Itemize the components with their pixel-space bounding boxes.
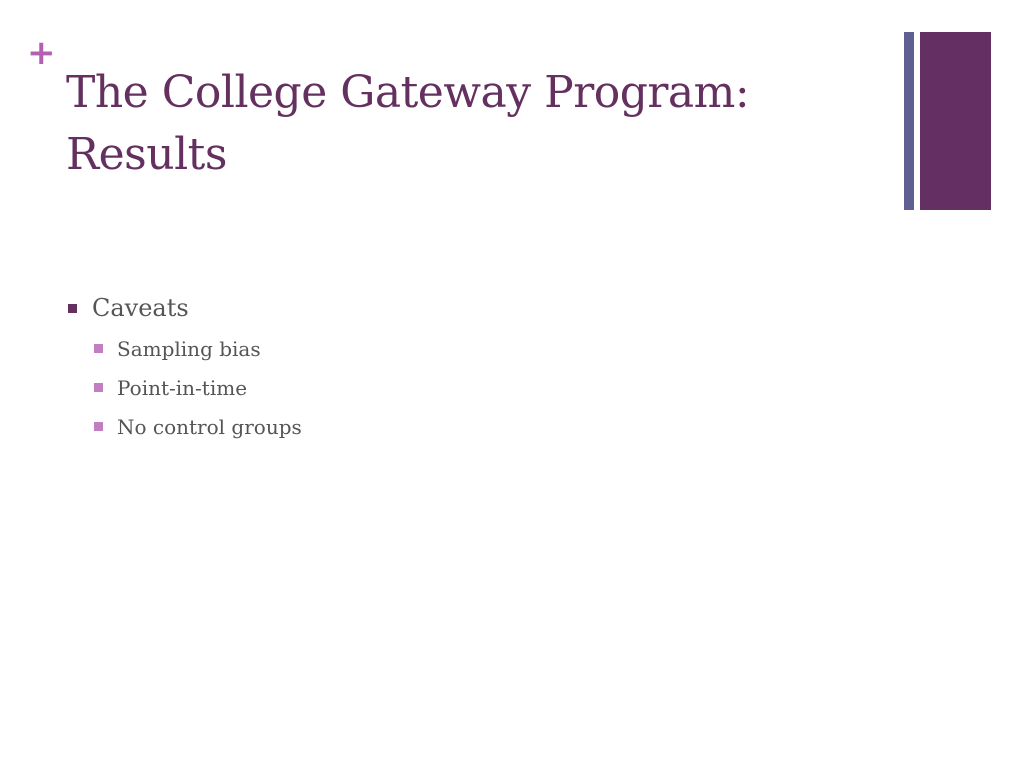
bullet-list [68, 290, 868, 446]
sub-bullet-list [68, 329, 868, 446]
square-bullet-icon [94, 383, 103, 392]
bullet-label: Caveats [92, 294, 189, 322]
square-bullet-icon [68, 304, 77, 313]
sub-bullet-item [68, 368, 868, 407]
accent-bar-thick [920, 32, 991, 210]
accent-bar-thin [904, 32, 914, 210]
sub-bullet-label: Point-in-time [117, 375, 248, 400]
sub-bullet-label: Sampling bias [117, 336, 261, 361]
plus-icon: + [27, 33, 56, 73]
sub-bullet-label: No control groups [117, 414, 302, 439]
slide-title: The College Gateway Program: Results [66, 67, 750, 180]
sub-bullet-item [68, 407, 868, 446]
sub-bullet-item [68, 329, 868, 368]
square-bullet-icon [94, 344, 103, 353]
bullet-item [68, 290, 868, 326]
square-bullet-icon [94, 422, 103, 431]
